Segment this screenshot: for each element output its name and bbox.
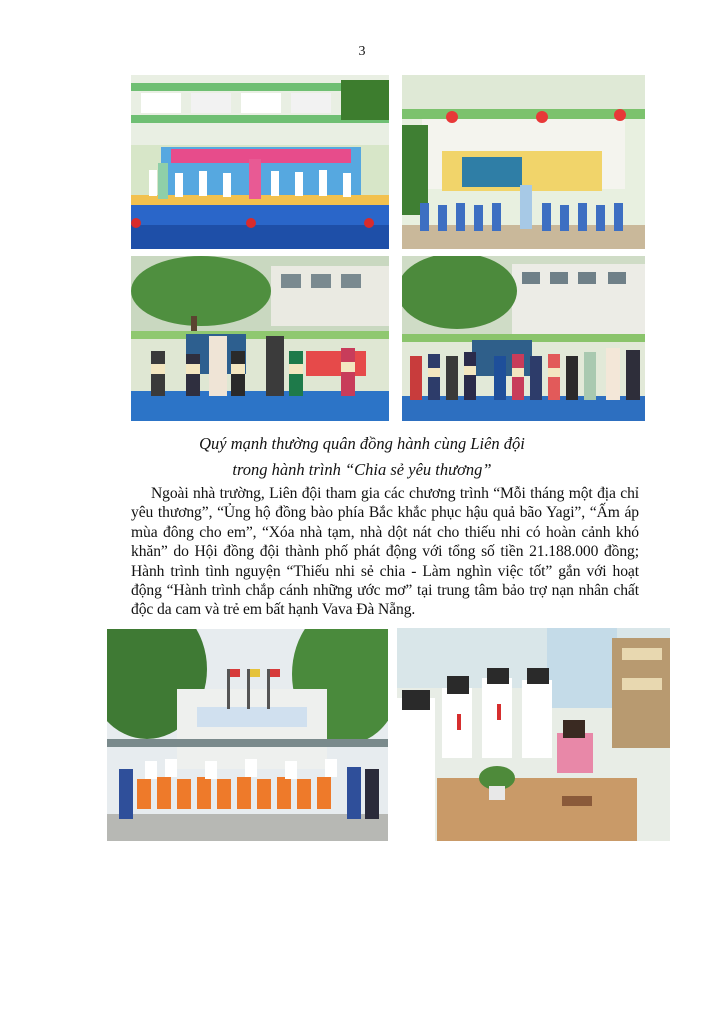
photo-volunteer-group <box>107 629 388 841</box>
photo-donors-gifts <box>131 256 389 421</box>
caption-line-1: Quý mạnh thường quân đồng hành cùng Liên đội <box>199 434 525 453</box>
body-paragraph: Ngoài nhà trường, Liên đội tham gia các chương trình “Mỗi tháng một địa chỉ yêu thương”, “Ủng hộ đồng bào phía Bắc khắc phục hậu quả bão Yagi”, “Ấm áp mùa đông cho em”, “Xóa nhà tạm, nhà dột nát cho thiếu nhi có hoàn cảnh khó khăn” do Hội đồng đội thành phố phát động với tổng số tiền 21.188.000 đồng; Hành trình tình nguyện “Thiếu nhi sẻ chia - Làm nghìn việc tốt” gắn với hoạt động “Hành trình chắp cánh những ước mơ” tại trung tâm bảo trợ nạn nhân chất độc da cam và trẻ em bất hạnh Vava Đà Nẵng. <box>131 485 639 619</box>
page-number: 3 <box>358 44 366 59</box>
photo-ceremony-stage <box>131 75 389 249</box>
photo-students-lineup <box>402 75 645 249</box>
caption-line-2: trong hành trình “Chia sẻ yêu thương” <box>232 460 492 479</box>
photo-students-table <box>397 628 670 841</box>
photo-group-gifts <box>402 256 645 421</box>
